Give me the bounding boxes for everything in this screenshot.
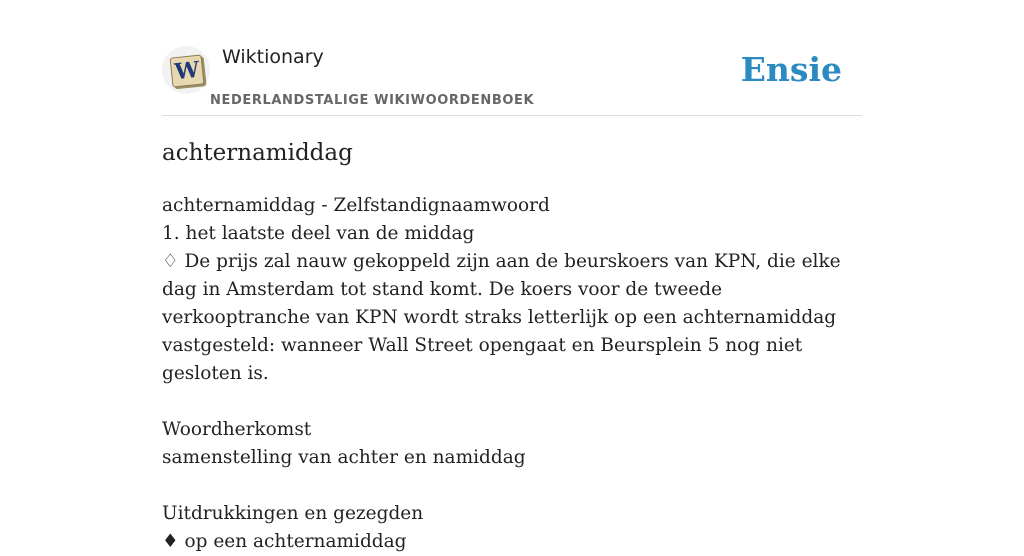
entry-content	[162, 192, 862, 556]
definition-line: 1. het laatste deel van de middag	[162, 223, 475, 244]
word-class-line: achternamiddag - Zelfstandignaamwoord	[162, 195, 550, 216]
page	[162, 0, 862, 552]
site-tagline: NEDERLANDSTALIGE WIKIWOORDENBOEK	[210, 93, 535, 108]
section-spacer	[162, 472, 862, 500]
etymology-text: samenstelling van achter en namiddag	[162, 447, 526, 468]
site-name-link[interactable]: Wiktionary	[222, 46, 324, 68]
logo-tile-icon	[170, 54, 205, 87]
idioms-heading: Uitdrukkingen en gezegden	[162, 503, 424, 524]
wiktionary-logo[interactable]	[162, 46, 210, 94]
ensie-brand-logo[interactable]: Ensie	[740, 50, 842, 89]
section-spacer	[162, 388, 862, 416]
idiom-item: ♦ op een achternamiddag	[162, 531, 407, 552]
logo-letter: W	[173, 56, 201, 86]
etymology-heading: Woordherkomst	[162, 419, 312, 440]
site-header	[162, 0, 862, 116]
example-sentence: ♢ De prijs zal nauw gekoppeld zijn aan de beurskoers van KPN, die elke dag in Amsterdam tot stand komt. De koers voor de tweede verkooptranche van KPN wordt straks letterlijk op een achternamiddag vastgesteld: wanneer Wall Street opengaat en Beursplein 5 nog niet gesloten is.	[162, 251, 841, 384]
page-title: achternamiddag	[162, 140, 353, 166]
